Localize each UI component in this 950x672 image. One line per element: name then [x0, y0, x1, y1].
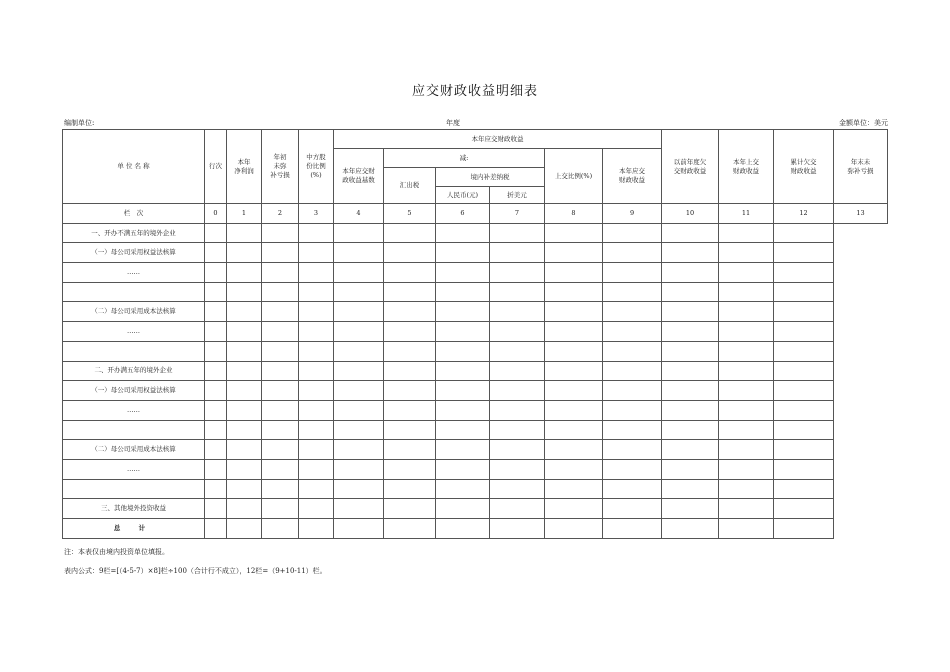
header-loss-start: 年初 未弥 补亏损 — [262, 130, 299, 204]
table-cell[interactable] — [227, 459, 262, 479]
table-cell[interactable] — [334, 282, 384, 302]
table-cell[interactable] — [545, 243, 603, 263]
table-cell[interactable] — [490, 243, 545, 263]
table-cell[interactable] — [662, 223, 719, 243]
table-row — [63, 341, 888, 361]
table-cell[interactable] — [545, 381, 603, 401]
header-minus: 减: — [384, 149, 545, 168]
table-cell[interactable] — [545, 341, 603, 361]
table-cell[interactable] — [334, 519, 384, 539]
note-formula: 表内公式：9栏=[（4-5-7）×8]栏÷100（合计行不成立），12栏=（9+10-11）栏。 — [64, 567, 327, 575]
table-cell[interactable] — [384, 282, 436, 302]
row-label: …… — [63, 459, 205, 479]
table-cell[interactable] — [774, 381, 834, 401]
table-cell[interactable] — [662, 400, 719, 420]
table-cell[interactable] — [384, 361, 436, 381]
table-cell[interactable] — [299, 479, 334, 499]
table-cell[interactable] — [774, 420, 834, 440]
table-cell[interactable] — [719, 263, 774, 283]
table-cell[interactable] — [545, 499, 603, 519]
table-cell[interactable] — [603, 420, 662, 440]
table-cell[interactable] — [603, 499, 662, 519]
table-cell[interactable] — [603, 400, 662, 420]
row-label: （一）母公司采用权益法核算 — [63, 381, 205, 401]
table-cell[interactable] — [262, 381, 299, 401]
table-cell[interactable] — [436, 519, 490, 539]
table-cell[interactable] — [227, 499, 262, 519]
row-label: 二、开办满五年的境外企业 — [63, 361, 205, 381]
table-cell[interactable] — [205, 361, 227, 381]
table-row — [63, 420, 888, 440]
column-number-cell: 2 — [262, 204, 299, 224]
table-cell[interactable] — [384, 322, 436, 342]
column-number-cell: 8 — [545, 204, 603, 224]
table-cell[interactable] — [205, 341, 227, 361]
header-usd: 折美元 — [490, 187, 545, 204]
table-cell[interactable] — [299, 400, 334, 420]
table-cell[interactable] — [384, 400, 436, 420]
table-row — [63, 223, 888, 243]
table-cell[interactable] — [603, 302, 662, 322]
table-cell[interactable] — [662, 420, 719, 440]
table-cell[interactable] — [774, 519, 834, 539]
table-row — [63, 322, 888, 342]
table-cell[interactable] — [299, 519, 334, 539]
table-cell[interactable] — [662, 519, 719, 539]
table-cell[interactable] — [205, 479, 227, 499]
table-cell[interactable] — [490, 302, 545, 322]
table-cell[interactable] — [662, 381, 719, 401]
table-cell[interactable] — [205, 499, 227, 519]
table-cell[interactable] — [545, 263, 603, 283]
table-cell[interactable] — [436, 243, 490, 263]
table-cell[interactable] — [662, 361, 719, 381]
table-cell[interactable] — [384, 440, 436, 460]
table-cell[interactable] — [490, 282, 545, 302]
table-cell[interactable] — [774, 341, 834, 361]
column-number-cell: 11 — [719, 204, 774, 224]
table-cell[interactable] — [436, 440, 490, 460]
table-cell[interactable] — [299, 302, 334, 322]
table-cell[interactable] — [262, 263, 299, 283]
header-prior-owed: 以前年度欠 交财政收益 — [662, 130, 719, 204]
table-cell[interactable] — [227, 440, 262, 460]
table-cell[interactable] — [436, 263, 490, 283]
row-label: 一、开办不满五年的境外企业 — [63, 223, 205, 243]
table-cell[interactable] — [662, 302, 719, 322]
table-cell[interactable] — [262, 302, 299, 322]
table-cell[interactable] — [262, 361, 299, 381]
header-payable: 本年应交 财政收益 — [603, 149, 662, 204]
table-cell[interactable] — [719, 282, 774, 302]
table-cell[interactable] — [299, 263, 334, 283]
table-cell[interactable] — [227, 282, 262, 302]
table-row — [63, 519, 888, 539]
column-number-cell: 10 — [662, 204, 719, 224]
table-row — [63, 499, 888, 519]
table-cell[interactable] — [603, 263, 662, 283]
table-cell[interactable] — [262, 243, 299, 263]
row-label: …… — [63, 400, 205, 420]
table-cell[interactable] — [490, 381, 545, 401]
table-row — [63, 361, 888, 381]
table-cell[interactable] — [334, 263, 384, 283]
table-cell[interactable] — [719, 479, 774, 499]
table-cell[interactable] — [662, 499, 719, 519]
table-cell[interactable] — [436, 400, 490, 420]
table-cell[interactable] — [490, 263, 545, 283]
currency-label: 金额单位：美元 — [839, 119, 888, 127]
table-cell[interactable] — [227, 361, 262, 381]
header-rmb: 人民币(元) — [436, 187, 490, 204]
table-row — [63, 381, 888, 401]
table-cell[interactable] — [545, 302, 603, 322]
table-cell[interactable] — [384, 243, 436, 263]
table-cell[interactable] — [662, 341, 719, 361]
table-cell[interactable] — [227, 223, 262, 243]
table-cell[interactable] — [384, 223, 436, 243]
table-cell[interactable] — [436, 420, 490, 440]
table-cell[interactable] — [603, 440, 662, 460]
row-label: （一）母公司采用权益法核算 — [63, 243, 205, 263]
table-cell[interactable] — [490, 322, 545, 342]
table-cell[interactable] — [436, 361, 490, 381]
table-cell[interactable] — [603, 223, 662, 243]
table-cell[interactable] — [262, 282, 299, 302]
table-cell[interactable] — [436, 381, 490, 401]
table-cell[interactable] — [662, 322, 719, 342]
table-row — [63, 440, 888, 460]
table-cell[interactable] — [384, 381, 436, 401]
note-fill-by: 注：本表仅由境内投资单位填报。 — [64, 548, 169, 556]
table-cell[interactable] — [205, 223, 227, 243]
table-cell[interactable] — [490, 440, 545, 460]
table-cell[interactable] — [262, 341, 299, 361]
table-cell[interactable] — [719, 243, 774, 263]
table-cell[interactable] — [384, 263, 436, 283]
table-cell[interactable] — [490, 341, 545, 361]
table-cell[interactable] — [436, 223, 490, 243]
table-cell[interactable] — [299, 243, 334, 263]
table-cell[interactable] — [662, 263, 719, 283]
table-cell[interactable] — [384, 519, 436, 539]
table-cell[interactable] — [299, 420, 334, 440]
table-cell[interactable] — [227, 400, 262, 420]
table-cell[interactable] — [545, 282, 603, 302]
table-row — [63, 263, 888, 283]
row-label: （二）母公司采用成本法核算 — [63, 440, 205, 460]
table-cell[interactable] — [662, 479, 719, 499]
year-label: 年度 — [446, 119, 460, 127]
column-number-cell: 4 — [334, 204, 384, 224]
table-cell[interactable] — [227, 322, 262, 342]
table-cell[interactable] — [490, 400, 545, 420]
header-remit-tax: 汇出税 — [384, 168, 436, 204]
table-cell[interactable] — [227, 263, 262, 283]
table-cell[interactable] — [262, 322, 299, 342]
table-cell[interactable] — [545, 459, 603, 479]
table-cell[interactable] — [603, 282, 662, 302]
table-cell[interactable] — [227, 381, 262, 401]
table-cell[interactable] — [774, 282, 834, 302]
table-cell[interactable] — [545, 440, 603, 460]
table-cell[interactable] — [262, 400, 299, 420]
column-number-cell: 5 — [384, 204, 436, 224]
column-number-cell: 1 — [227, 204, 262, 224]
table-row — [63, 282, 888, 302]
table-cell[interactable] — [490, 499, 545, 519]
table-cell[interactable] — [774, 302, 834, 322]
table-cell[interactable] — [719, 420, 774, 440]
table-cell[interactable] — [262, 459, 299, 479]
table-cell[interactable] — [436, 282, 490, 302]
table-cell[interactable] — [334, 302, 384, 322]
table-cell[interactable] — [603, 322, 662, 342]
row-label — [63, 420, 205, 440]
table-cell[interactable] — [490, 361, 545, 381]
column-number-cell: 13 — [834, 204, 888, 224]
table-cell[interactable] — [384, 341, 436, 361]
table-cell[interactable] — [719, 381, 774, 401]
table-cell[interactable] — [384, 479, 436, 499]
table-cell[interactable] — [662, 440, 719, 460]
column-row-label: 栏 次 — [63, 204, 205, 224]
table-cell[interactable] — [299, 322, 334, 342]
table-cell[interactable] — [490, 459, 545, 479]
table-cell[interactable] — [334, 499, 384, 519]
column-number-cell: 7 — [490, 204, 545, 224]
page-title: 应交财政收益明细表 — [411, 84, 538, 99]
table-cell[interactable] — [334, 381, 384, 401]
table-cell[interactable] — [436, 479, 490, 499]
table-cell[interactable] — [774, 499, 834, 519]
table-cell[interactable] — [334, 243, 384, 263]
table-cell[interactable] — [262, 223, 299, 243]
table-cell[interactable] — [205, 322, 227, 342]
table-cell[interactable] — [205, 519, 227, 539]
row-label: 三、其他境外投资收益 — [63, 499, 205, 519]
header-domestic-tax: 境内补差纳税 — [436, 168, 545, 187]
table-cell[interactable] — [299, 282, 334, 302]
column-number-row — [63, 204, 888, 224]
table-cell[interactable] — [774, 400, 834, 420]
header-paid: 本年上交 财政收益 — [719, 130, 774, 204]
table-cell[interactable] — [205, 243, 227, 263]
table-cell[interactable] — [719, 459, 774, 479]
table-cell[interactable] — [227, 341, 262, 361]
table-cell[interactable] — [334, 479, 384, 499]
table-cell[interactable] — [662, 282, 719, 302]
table-cell[interactable] — [719, 400, 774, 420]
table-cell[interactable] — [774, 263, 834, 283]
row-label — [63, 282, 205, 302]
table-cell[interactable] — [603, 361, 662, 381]
table-cell[interactable] — [299, 499, 334, 519]
header-chinese-share: 中方股 份比例 (%) — [299, 130, 334, 204]
table-cell[interactable] — [719, 361, 774, 381]
table-cell[interactable] — [545, 322, 603, 342]
table-cell[interactable] — [227, 479, 262, 499]
table-cell[interactable] — [490, 519, 545, 539]
table-cell[interactable] — [603, 519, 662, 539]
table-cell[interactable] — [299, 341, 334, 361]
column-number-cell: 0 — [205, 204, 227, 224]
table-cell[interactable] — [299, 459, 334, 479]
table-cell[interactable] — [384, 459, 436, 479]
table-cell[interactable] — [334, 459, 384, 479]
column-number-cell: 3 — [299, 204, 334, 224]
table-cell[interactable] — [490, 223, 545, 243]
table-cell[interactable] — [774, 322, 834, 342]
table-cell[interactable] — [545, 420, 603, 440]
table-cell[interactable] — [334, 400, 384, 420]
table-cell[interactable] — [334, 420, 384, 440]
header-net-profit: 本年 净利润 — [227, 130, 262, 204]
column-number-cell: 9 — [603, 204, 662, 224]
row-label — [63, 341, 205, 361]
table-cell[interactable] — [262, 440, 299, 460]
table-cell[interactable] — [603, 341, 662, 361]
table-cell[interactable] — [545, 361, 603, 381]
table-cell[interactable] — [603, 459, 662, 479]
table-cell[interactable] — [334, 322, 384, 342]
table-cell[interactable] — [545, 400, 603, 420]
table-cell[interactable] — [384, 302, 436, 322]
table-cell[interactable] — [334, 223, 384, 243]
table-row — [63, 459, 888, 479]
table-cell[interactable] — [262, 420, 299, 440]
row-label: …… — [63, 263, 205, 283]
table-cell[interactable] — [545, 519, 603, 539]
table-cell[interactable] — [299, 361, 334, 381]
header-accum-owed: 累计欠交 财政收益 — [774, 130, 834, 204]
table-cell[interactable] — [436, 302, 490, 322]
table-cell[interactable] — [719, 302, 774, 322]
table-cell[interactable] — [384, 420, 436, 440]
table-cell[interactable] — [227, 519, 262, 539]
table-row — [63, 302, 888, 322]
table-cell[interactable] — [436, 459, 490, 479]
table-cell[interactable] — [603, 381, 662, 401]
table-cell[interactable] — [774, 361, 834, 381]
header-row-no: 行次 — [205, 130, 227, 204]
table-cell[interactable] — [334, 341, 384, 361]
table-cell[interactable] — [299, 223, 334, 243]
table-cell[interactable] — [205, 263, 227, 283]
table-cell[interactable] — [545, 223, 603, 243]
table-cell[interactable] — [545, 479, 603, 499]
table-cell[interactable] — [227, 243, 262, 263]
table-cell[interactable] — [205, 440, 227, 460]
table-cell[interactable] — [662, 459, 719, 479]
table-cell[interactable] — [205, 302, 227, 322]
table-cell[interactable] — [334, 440, 384, 460]
table-cell[interactable] — [774, 243, 834, 263]
table-cell[interactable] — [774, 479, 834, 499]
table-cell[interactable] — [490, 420, 545, 440]
header-loss-end: 年末未 弥补亏损 — [834, 130, 888, 204]
table-cell[interactable] — [334, 361, 384, 381]
table-row — [63, 479, 888, 499]
table-cell[interactable] — [205, 381, 227, 401]
row-label: …… — [63, 322, 205, 342]
table-cell[interactable] — [436, 341, 490, 361]
table-cell[interactable] — [719, 519, 774, 539]
table-cell[interactable] — [774, 223, 834, 243]
table-cell[interactable] — [205, 420, 227, 440]
table-cell[interactable] — [299, 440, 334, 460]
table-row — [63, 243, 888, 263]
table-cell[interactable] — [299, 381, 334, 401]
column-number-cell: 12 — [774, 204, 834, 224]
table-cell[interactable] — [774, 440, 834, 460]
header-current-year-group: 本年应交财政收益 — [334, 130, 662, 149]
table-cell[interactable] — [719, 341, 774, 361]
detail-table — [62, 129, 888, 539]
table-cell[interactable] — [719, 499, 774, 519]
table-cell[interactable] — [262, 479, 299, 499]
table-cell[interactable] — [436, 499, 490, 519]
table-cell[interactable] — [719, 322, 774, 342]
table-cell[interactable] — [490, 479, 545, 499]
table-cell[interactable] — [719, 223, 774, 243]
table-cell[interactable] — [262, 499, 299, 519]
table-cell[interactable] — [227, 420, 262, 440]
table-cell[interactable] — [262, 519, 299, 539]
row-label: （二）母公司采用成本法核算 — [63, 302, 205, 322]
row-label — [63, 479, 205, 499]
table-cell[interactable] — [205, 400, 227, 420]
table-cell[interactable] — [774, 459, 834, 479]
table-cell[interactable] — [205, 459, 227, 479]
table-row — [63, 400, 888, 420]
header-unit-name: 单 位 名 称 — [63, 130, 205, 204]
table-cell[interactable] — [719, 440, 774, 460]
table-cell[interactable] — [205, 282, 227, 302]
table-cell[interactable] — [436, 322, 490, 342]
table-cell[interactable] — [603, 479, 662, 499]
header-ratio: 上交比例(%) — [545, 149, 603, 204]
table-cell[interactable] — [662, 243, 719, 263]
table-cell[interactable] — [384, 499, 436, 519]
column-number-cell: 6 — [436, 204, 490, 224]
row-label: 总 计 — [63, 519, 205, 539]
table-cell[interactable] — [227, 302, 262, 322]
header-base: 本年应交财 政收益基数 — [334, 149, 384, 204]
unit-label: 编制单位: — [64, 119, 95, 127]
table-cell[interactable] — [603, 243, 662, 263]
